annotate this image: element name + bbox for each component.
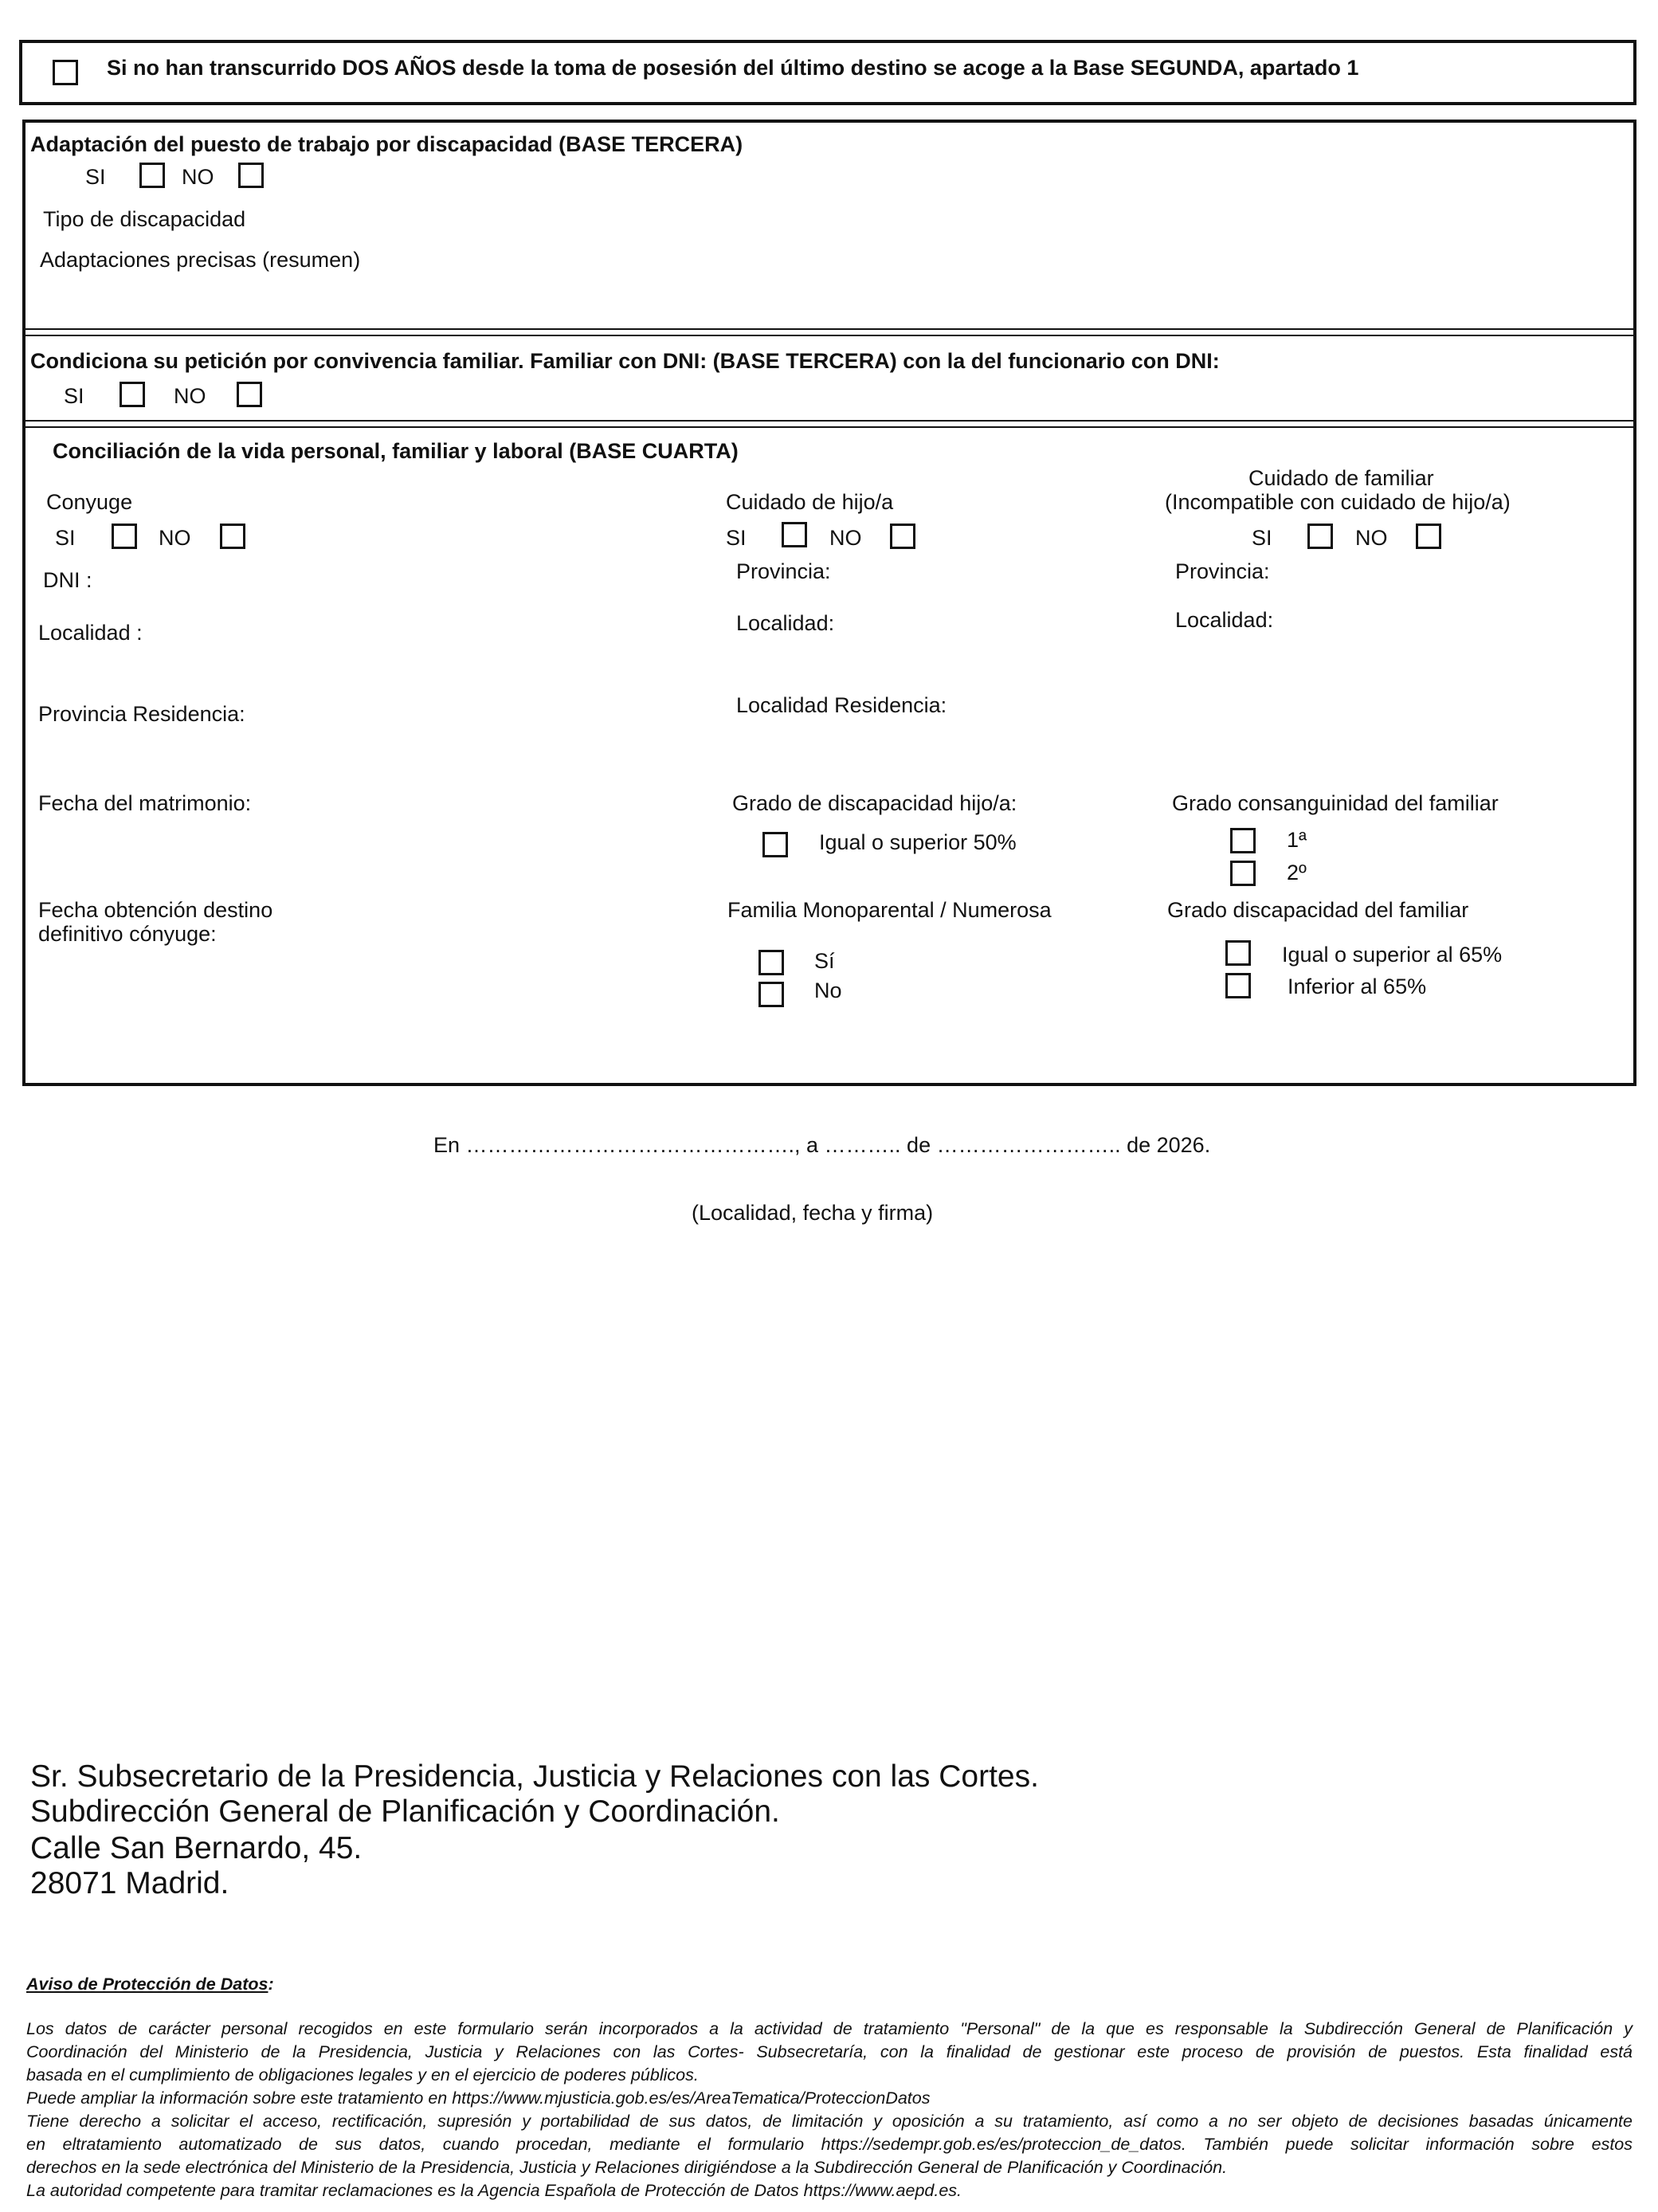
familiar-no-checkbox[interactable] — [1416, 524, 1441, 549]
familiar-si-checkbox[interactable] — [1307, 524, 1333, 549]
notice-checkbox[interactable] — [53, 60, 78, 85]
consanguinidad-label: Grado consanguinidad del familiar — [1172, 791, 1499, 815]
convivencia-no-label: NO — [174, 384, 206, 408]
convivencia-si-checkbox[interactable] — [120, 382, 145, 407]
divider-2b — [22, 426, 1636, 428]
grado-2-checkbox[interactable] — [1230, 861, 1256, 886]
fecha-destino-label-2: definitivo cónyuge: — [38, 922, 217, 946]
familia-no-checkbox[interactable] — [758, 982, 784, 1007]
familiar-65-inf-label: Inferior al 65% — [1288, 975, 1427, 998]
adaptacion-no-label: NO — [182, 165, 214, 189]
adaptacion-title: Adaptación del puesto de trabajo por discapacidad (BASE TERCERA) — [30, 132, 743, 156]
destinatario-line-4: 28071 Madrid. — [30, 1866, 229, 1900]
conyuge-heading: Conyuge — [46, 490, 133, 514]
destinatario-line-1: Sr. Subsecretario de la Presidencia, Justicia y Relaciones con las Cortes. — [30, 1759, 1039, 1794]
familiar-heading-2: (Incompatible con cuidado de hijo/a) — [1165, 490, 1511, 514]
proteccion-datos-line: Coordinación del Ministerio de la Presidencia, Justicia y Relaciones con las Cortes- Subsecretaría, con la finalidad de gestionar este proceso de provisión de puestos. Esta finalidad está — [26, 2042, 1633, 2061]
proteccion-datos-line: Los datos de carácter personal recogidos en este formulario serán incorporados a la actividad de tratamiento "Personal" de la que es responsable la Subdirección General de Planificación y — [26, 2019, 1633, 2038]
conyuge-no-checkbox[interactable] — [220, 524, 245, 549]
familiar-discapacidad-label: Grado discapacidad del familiar — [1167, 898, 1469, 922]
destinatario-line-2: Subdirección General de Planificación y Coordinación. — [30, 1794, 780, 1829]
familiar-no-label: NO — [1355, 526, 1388, 550]
hijo-grado-option: Igual o superior 50% — [819, 830, 1017, 854]
hijo-si-checkbox[interactable] — [782, 522, 807, 547]
familiar-65-inf-checkbox[interactable] — [1225, 973, 1251, 998]
familia-no-label: No — [814, 979, 842, 1002]
divider-2a — [22, 420, 1636, 422]
firma-caption: (Localidad, fecha y firma) — [692, 1201, 934, 1225]
tipo-discapacidad-label: Tipo de discapacidad — [43, 207, 246, 231]
notice-text: Si no han transcurrido DOS AÑOS desde la toma de posesión del último destino se acoge a la Base SEGUNDA, apartado 1 — [107, 56, 1359, 80]
familiar-localidad-label: Localidad: — [1175, 608, 1274, 632]
hijo-provincia-label: Provincia: — [736, 559, 831, 583]
conyuge-si-checkbox[interactable] — [112, 524, 137, 549]
hijo-localidad-residencia-label: Localidad Residencia: — [736, 693, 947, 717]
adaptacion-no-checkbox[interactable] — [238, 163, 264, 188]
proteccion-datos-line: Puede ampliar la información sobre este tratamiento en https://www.mjusticia.gob.es/es/AreaTematica/ProteccionDatos — [26, 2088, 931, 2108]
fecha-matrimonio-label: Fecha del matrimonio: — [38, 791, 252, 815]
hijo-grado-checkbox[interactable] — [762, 832, 788, 857]
proteccion-datos-line: Tiene derecho a solicitar el acceso, rectificación, supresión y portabilidad de sus datos, de limitación y oposición a su tratamiento, así como a no ser objeto de decisiones basadas únicamente — [26, 2112, 1633, 2131]
convivencia-si-label: SI — [64, 384, 84, 408]
proteccion-datos-body — [26, 2018, 1633, 2202]
adaptaciones-label: Adaptaciones precisas (resumen) — [40, 248, 361, 272]
grado-2-label: 2º — [1287, 861, 1307, 884]
destinatario-line-3: Calle San Bernardo, 45. — [30, 1831, 363, 1865]
familiar-provincia-label: Provincia: — [1175, 559, 1270, 583]
conciliacion-title: Conciliación de la vida personal, familiar y laboral (BASE CUARTA) — [53, 439, 739, 463]
fecha-destino-label-1: Fecha obtención destino — [38, 898, 273, 922]
conyuge-localidad-label: Localidad : — [38, 621, 143, 645]
adaptacion-si-label: SI — [85, 165, 106, 189]
hijo-no-checkbox[interactable] — [890, 524, 915, 549]
conyuge-no-label: NO — [159, 526, 191, 550]
familiar-si-label: SI — [1252, 526, 1272, 550]
firma-line: En ………………………………………., a ……….. de …………………….. de 2026. — [433, 1133, 1211, 1157]
hijo-localidad-label: Localidad: — [736, 611, 835, 635]
hijo-si-label: SI — [726, 526, 747, 550]
grado-1-checkbox[interactable] — [1230, 828, 1256, 853]
proteccion-datos-title-colon: : — [268, 1975, 274, 1994]
hijo-grado-label: Grado de discapacidad hijo/a: — [732, 791, 1017, 815]
familia-si-checkbox[interactable] — [758, 950, 784, 975]
proteccion-datos-line: La autoridad competente para tramitar reclamaciones es la Agencia Española de Protección de Datos https://www.aepd.es. — [26, 2181, 962, 2200]
familiar-heading-1: Cuidado de familiar — [1248, 466, 1434, 490]
conyuge-dni-label: DNI : — [43, 568, 92, 592]
adaptacion-si-checkbox[interactable] — [139, 163, 165, 188]
convivencia-title: Condiciona su petición por convivencia familiar. Familiar con DNI: (BASE TERCERA) con la del funcionario con DNI: — [30, 349, 1220, 373]
hijo-no-label: NO — [829, 526, 862, 550]
hijo-heading: Cuidado de hijo/a — [726, 490, 894, 514]
convivencia-no-checkbox[interactable] — [237, 382, 262, 407]
proteccion-datos-line: basada en el cumplimiento de obligaciones legales y en el ejercicio de poderes públicos. — [26, 2065, 699, 2085]
conyuge-provincia-residencia-label: Provincia Residencia: — [38, 702, 245, 726]
familiar-65-sup-label: Igual o superior al 65% — [1282, 943, 1503, 967]
divider-1b — [22, 335, 1636, 336]
proteccion-datos-title-text: Aviso de Protección de Datos — [26, 1975, 268, 1994]
familiar-65-sup-checkbox[interactable] — [1225, 940, 1251, 966]
proteccion-datos-title — [26, 1975, 274, 1994]
divider-1a — [22, 328, 1636, 330]
familia-si-label: Sí — [814, 949, 835, 973]
proteccion-datos-line: en eltratamiento automatizado de sus datos, cuando procedan, mediante el formulario https://sedempr.gob.es/es/proteccion_de_datos. También puede solicitar información sobre estos — [26, 2135, 1633, 2154]
proteccion-datos-line: derechos en la sede electrónica del Ministerio de la Presidencia, Justicia y Relaciones dirigiéndose a la Subdirección General de Planificación y Coordinación. — [26, 2158, 1228, 2177]
familia-label: Familia Monoparental / Numerosa — [727, 898, 1052, 922]
grado-1-label: 1ª — [1287, 828, 1307, 852]
conyuge-si-label: SI — [55, 526, 76, 550]
